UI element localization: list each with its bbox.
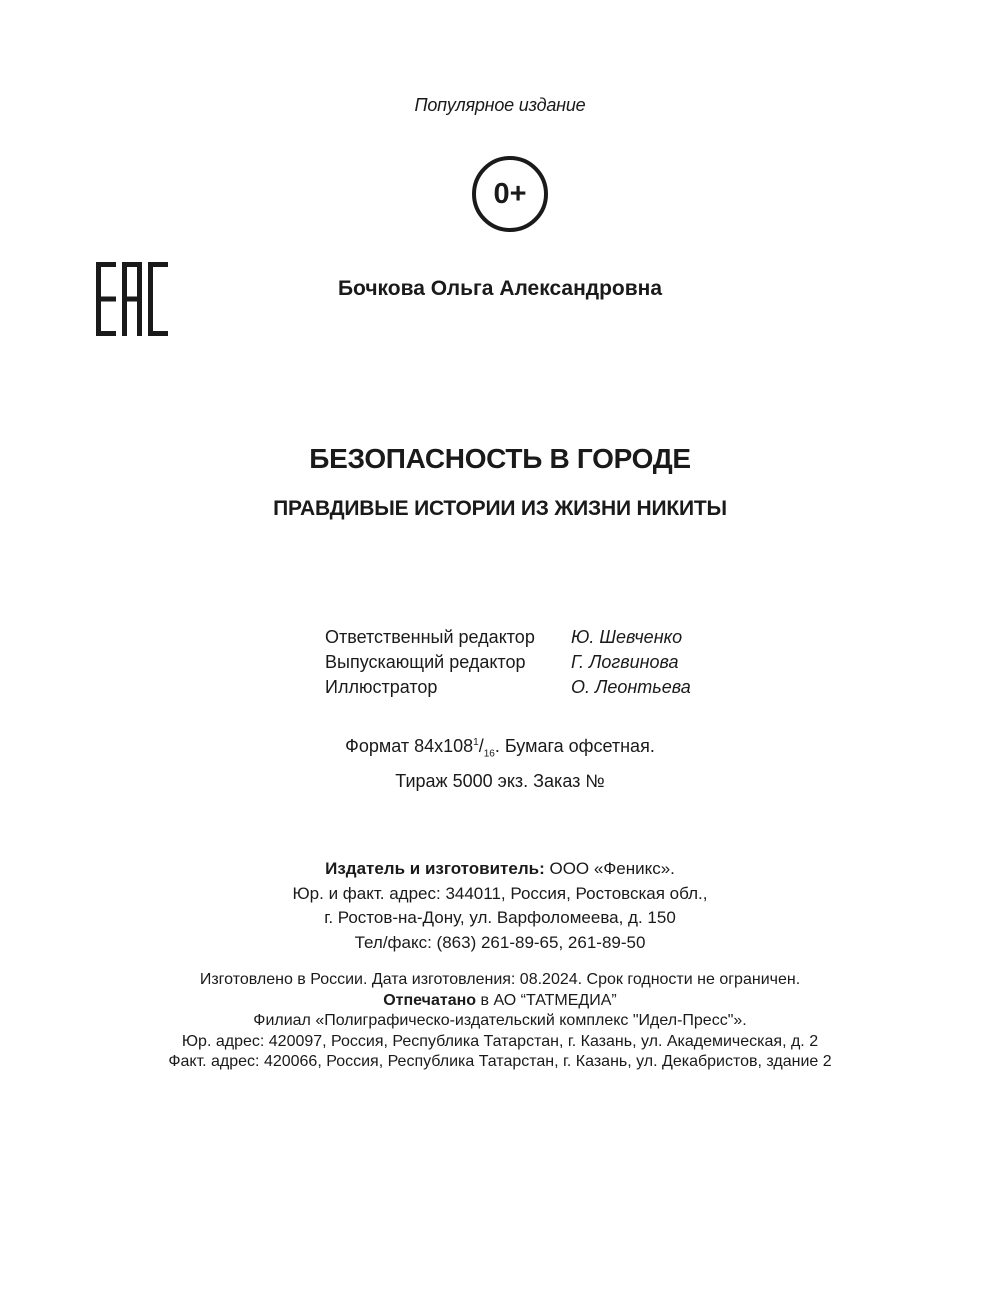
printed-line bbox=[0, 991, 1000, 1012]
book-subtitle: ПРАВДИВЫЕ ИСТОРИИ ИЗ ЖИЗНИ НИКИТЫ bbox=[273, 497, 727, 520]
format-fraction-denominator: 16 bbox=[483, 748, 495, 760]
credits-list bbox=[325, 625, 691, 700]
credit-role: Выпускающий редактор bbox=[325, 652, 526, 672]
author-name: Бочкова Ольга Александровна bbox=[337, 277, 663, 300]
publisher-phone: Тел/факс: (863) 261-89-65, 261-89-50 bbox=[354, 932, 646, 952]
branch-line: Филиал «Полиграфическо-издательский комплекс "Идел-Пресс"». bbox=[253, 1012, 747, 1029]
publisher-block bbox=[0, 857, 1000, 955]
publisher-line bbox=[0, 857, 1000, 882]
legal-address-line: Юр. адрес: 420097, Россия, Республика Татарстан, г. Казань, ул. Академическая, д. 2 bbox=[181, 1032, 819, 1050]
format-suffix: . Бумага офсетная. bbox=[494, 736, 655, 756]
credit-name: Г. Логвинова bbox=[571, 652, 679, 672]
made-in-line: Изготовлено в России. Дата изготовления: 08.2024. Срок годности не ограничен. bbox=[199, 971, 801, 988]
actual-address-line: Факт. адрес: 420066, Россия, Республика Татарстан, г. Казань, ул. Декабристов, здание 2 bbox=[168, 1053, 832, 1070]
credit-row bbox=[325, 650, 691, 675]
format-line bbox=[0, 730, 1000, 768]
credit-row bbox=[325, 625, 691, 650]
book-title: БЕЗОПАСНОСТЬ В ГОРОДЕ bbox=[309, 443, 691, 474]
credit-name: О. Леонтьева bbox=[571, 677, 691, 697]
publisher-address-line1: Юр. и факт. адрес: 344011, Россия, Ростовская обл., bbox=[292, 883, 708, 903]
credit-row bbox=[325, 675, 691, 700]
credit-role: Иллюстратор bbox=[325, 677, 438, 697]
format-prefix: Формат 84х108 bbox=[345, 736, 474, 756]
publisher-address-line2: г. Ростов-на-Дону, ул. Варфоломеева, д. 150 bbox=[324, 908, 676, 927]
age-rating-badge: 0+ bbox=[472, 156, 548, 232]
printed-by: в АО “ТАТМЕДИА” bbox=[476, 991, 617, 1009]
printed-label: Отпечатано bbox=[383, 991, 477, 1009]
credit-role: Ответственный редактор bbox=[325, 627, 535, 647]
edition-label: Популярное издание bbox=[414, 95, 586, 115]
format-block bbox=[0, 730, 1000, 794]
manufacture-block bbox=[0, 970, 1000, 1073]
credit-name: Ю. Шевченко bbox=[571, 627, 683, 647]
format-fraction-slash: / bbox=[478, 736, 484, 756]
publisher-label: Издатель и изготовитель: bbox=[325, 859, 545, 878]
publisher-name: ООО «Феникс». bbox=[544, 859, 675, 878]
print-run-line: Тираж 5000 экз. Заказ № bbox=[395, 770, 605, 791]
format-fraction-numerator: 1 bbox=[473, 737, 479, 748]
